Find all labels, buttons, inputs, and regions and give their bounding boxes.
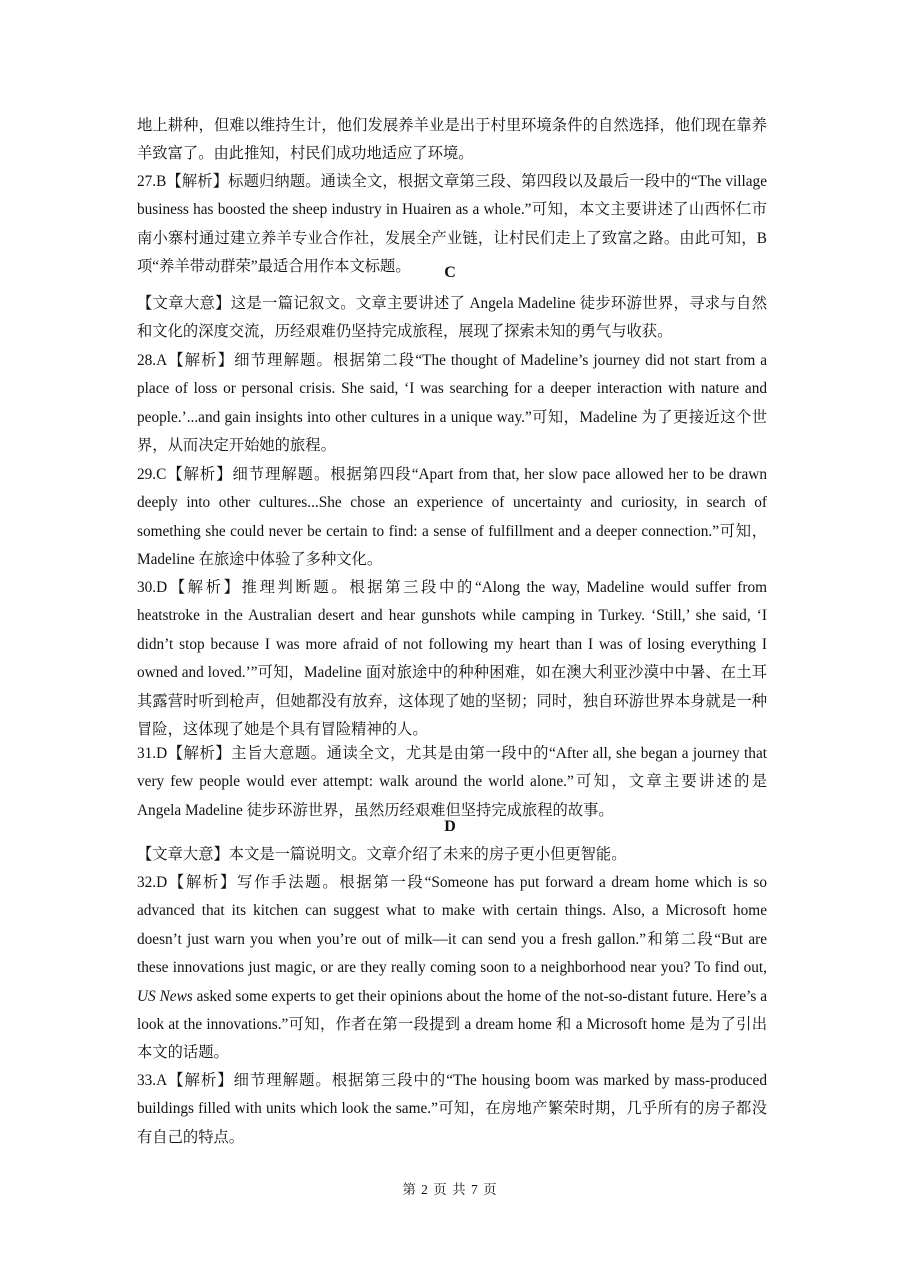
answer-32-part-1: 32.D【解析】写作手法题。根据第一段“Someone has put forward a dream home which is so advanced that its kitchen can suggest what to make with certain things. Also, a Microsoft home doesn’t just warn you when you’re out of milk—it can send you a fresh gallon.”和第二段“But are these innovations just magic, or are they really coming soon to a neighborhood near you? To find out,: [137, 874, 767, 977]
answer-32: [137, 869, 767, 1068]
section-heading-d: D: [444, 818, 456, 835]
answer-32-italic-source: US News: [137, 987, 193, 1005]
page-number-footer: 第 2 页 共 7 页: [402, 1182, 498, 1197]
answer-30: 30.D【解析】推理判断题。根据第三段中的“Along the way, Madeline would suffer from heatstroke in the Australian desert and hear gunshots while camping in Turkey. ‘Still,’ she said, ‘I didn’t stop because I was more afraid of not following my heart than I was of losing everything I owned and loved.’”可知，Madeline 面对旅途中的种种困难，如在澳大利亚沙漠中中暑、在土耳其露营时听到枪声，但她都没有放弃，这体现了她的坚韧；同时，独自环游世界本身就是一种冒险，这体现了她是个具有冒险精神的人。: [137, 579, 767, 739]
section-heading-c: C: [444, 264, 456, 281]
answer-27: 27.B【解析】标题归纳题。通读全文，根据文章第三段、第四段以及最后一段中的“The village business has boosted the sheep industry in Huairen as a whole.”可知，本文主要讲述了山西怀仁市南小寨村通过建立养羊专业合作社，发展全产业链，让村民们走上了致富之路。由此可知，B 项“养羊带动群荣”最适合用作本文标题。: [137, 173, 767, 276]
answer-28: 28.A【解析】细节理解题。根据第二段“The thought of Madeline’s journey did not start from a place of loss or personal crisis. She said, ‘I was searching for a deeper interaction with nature and people.’...and gain insights into other cultures in a unique way.”可知，Madeline 为了更接近这个世界，从而决定开始她的旅程。: [137, 352, 767, 455]
summary-section-c: 【文章大意】这是一篇记叙文。文章主要讲述了 Angela Madeline 徒步环游世界，寻求与自然和文化的深度交流，历经艰难仍坚持完成旅程，展现了探索未知的勇气与收获。: [137, 295, 767, 341]
paragraph-26-continuation: 地上耕种，但难以维持生计，他们发展养羊业是出于村里环境条件的自然选择，他们现在靠养羊致富了。由此推知，村民们成功地适应了环境。: [137, 117, 767, 163]
answer-33: 33.A【解析】细节理解题。根据第三段中的“The housing boom was marked by mass-produced buildings filled with units which look the same.”可知，在房地产繁荣时期，几乎所有的房子都没有自己的特点。: [137, 1072, 767, 1146]
answer-31: 31.D【解析】主旨大意题。通读全文，尤其是由第一段中的“After all, she began a journey that very few people would ever attempt: walk around the world alone.”可知，文章主要讲述的是 Angela Madeline 徒步环游世界，虽然历经艰难但坚持完成旅程的故事。: [137, 745, 767, 819]
answer-32-part-2: asked some experts to get their opinions about the home of the not-so-distant future. Here’s a look at the innovations.”可知，作者在第一段提到 a dream home 和 a Microsoft home 是为了引出本文的话题。: [137, 987, 767, 1062]
answer-29: 29.C【解析】细节理解题。根据第四段“Apart from that, her slow pace allowed her to be drawn deeply into other cultures...She chose an experience of uncertainty and curiosity, in search of something she could never be certain to find: a sense of fulfillment and a deeper connection.”可知，Madeline 在旅途中体验了多种文化。: [137, 466, 767, 569]
summary-section-d: 【文章大意】本文是一篇说明文。文章介绍了未来的房子更小但更智能。: [137, 846, 627, 863]
